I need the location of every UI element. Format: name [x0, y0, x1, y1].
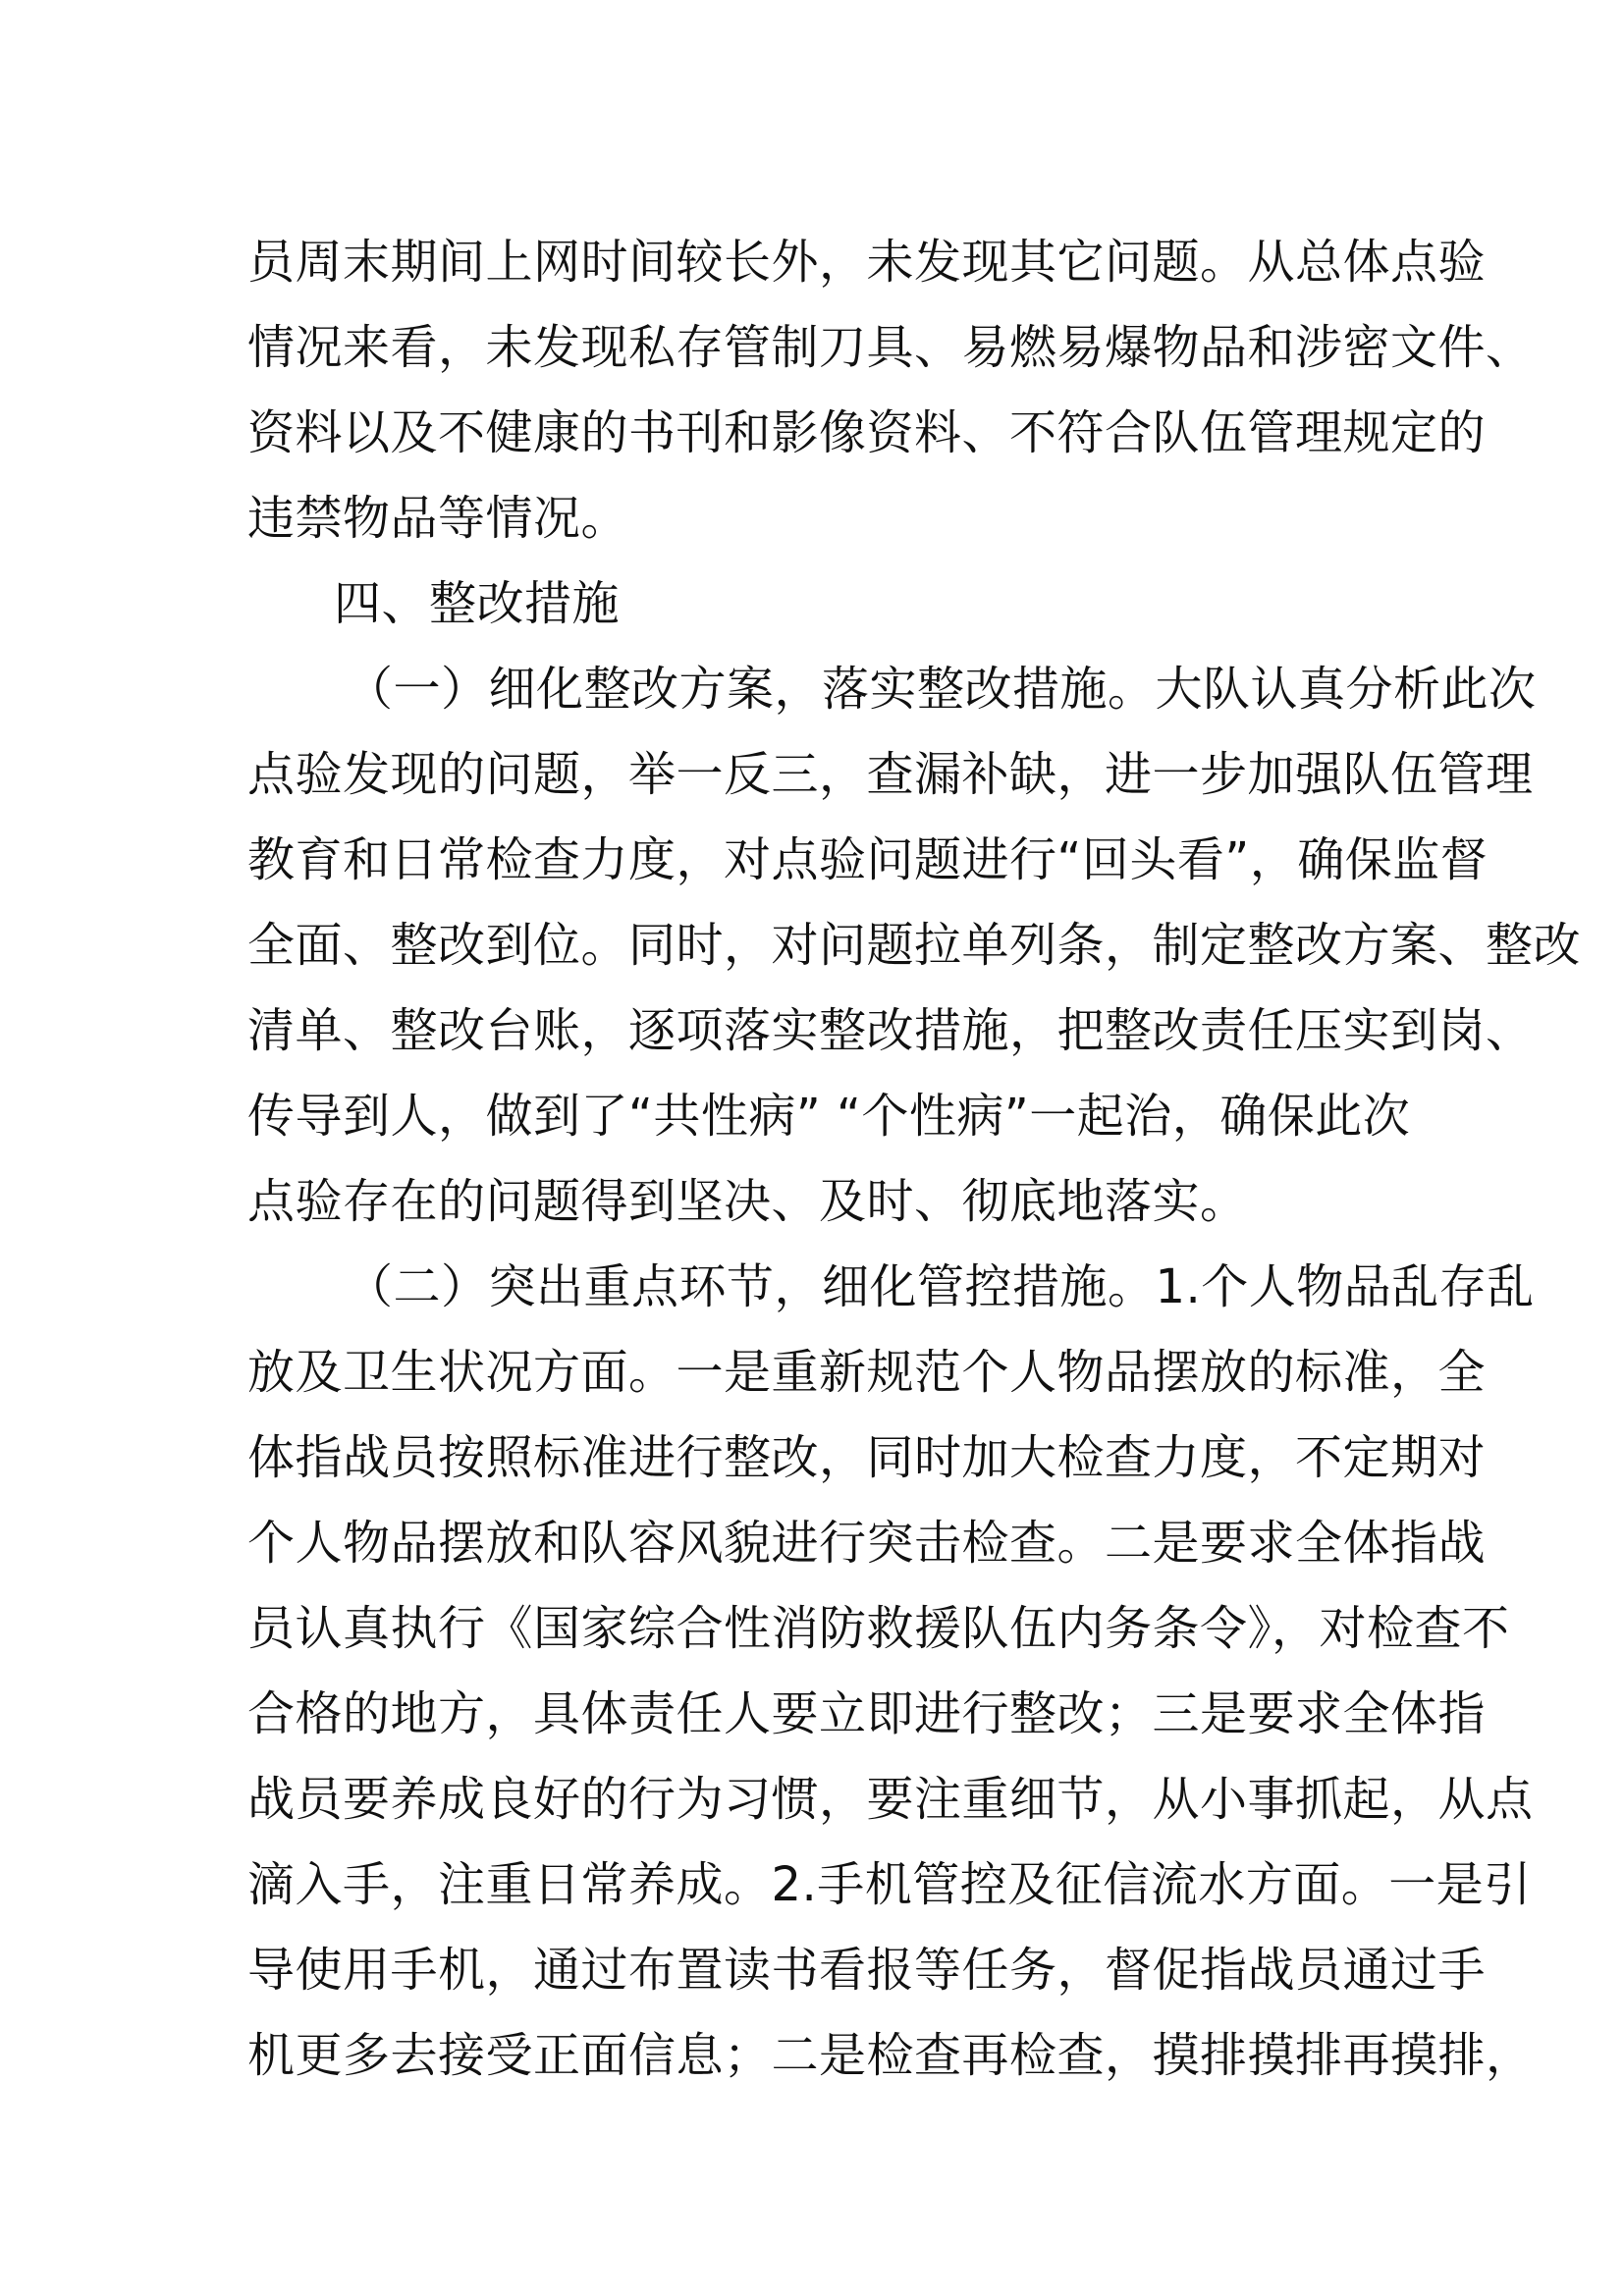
text-line: 清单、整改台账，逐项落实整改措施，把整改责任压实到岗、 [247, 1003, 1534, 1058]
text-line: （一）细化整改方案，落实整改措施。大队认真分析此次 [346, 662, 1537, 717]
text-line: 情况来看，未发现私存管制刀具、易燃易爆物品和涉密文件、 [247, 320, 1534, 375]
text-line: 滴入手，注重日常养成。2.手机管控及征信流水方面。一是引 [247, 1857, 1532, 1912]
text-line: 违禁物品等情况。 [247, 491, 629, 546]
text-line: 放及卫生状况方面。一是重新规范个人物品摆放的标准，全 [247, 1345, 1487, 1400]
text-line: 教育和日常检查力度，对点验问题进行“回头看”，确保监督 [247, 832, 1489, 887]
text-line: 合格的地方，具体责任人要立即进行整改；三是要求全体指 [247, 1686, 1487, 1741]
text-line: 全面、整改到位。同时，对问题拉单列条，制定整改方案、整改 [247, 918, 1582, 973]
text-line: 资料以及不健康的书刊和影像资料、不符合队伍管理规定的 [247, 405, 1487, 460]
section-heading: 四、整改措施 [334, 576, 621, 631]
text-line: 战员要养成良好的行为习惯，要注重细节，从小事抓起，从点 [247, 1772, 1534, 1827]
text-line: 个人物品摆放和队容风貌进行突击检查。二是要求全体指战 [247, 1516, 1487, 1571]
text-line: 点验发现的问题，举一反三，查漏补缺，进一步加强队伍管理 [247, 747, 1534, 802]
text-line: 员认真执行《国家综合性消防救援队伍内务条令》，对检查不 [247, 1601, 1510, 1656]
text-line: 机更多去接受正面信息；二是检查再检查，摸排摸排再摸排， [247, 2028, 1534, 2083]
text-line: 传导到人，做到了“共性病” “个性病”一起治，确保此次 [247, 1089, 1411, 1144]
text-line: 点验存在的问题得到坚决、及时、彻底地落实。 [247, 1174, 1248, 1229]
text-line: 体指战员按照标准进行整改，同时加大检查力度，不定期对 [247, 1430, 1487, 1485]
text-line: 员周末期间上网时间较长外，未发现其它问题。从总体点验 [247, 235, 1487, 290]
text-line: 导使用手机，通过布置读书看报等任务，督促指战员通过手 [247, 1943, 1487, 1998]
text-line: （二）突出重点环节，细化管控措施。1.个人物品乱存乱 [346, 1259, 1535, 1314]
